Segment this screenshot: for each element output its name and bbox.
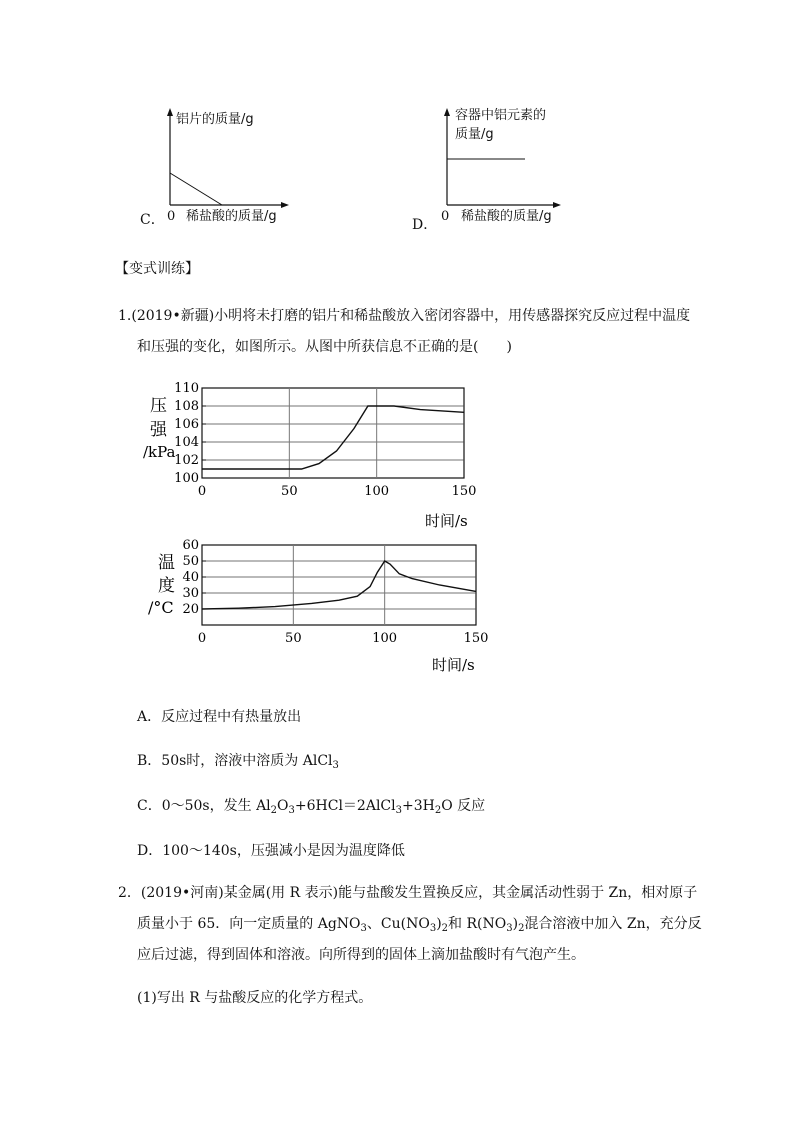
pressure-ylabel-char1: 压 xyxy=(150,396,167,416)
option-d-x-label: 稀盐酸的质量/g xyxy=(461,209,552,224)
y-axis-arrow xyxy=(167,108,173,116)
q1-stem-line2: 和压强的变化，如图所示。从图中所获信息不正确的是( ) xyxy=(137,339,512,355)
temperature-plot-frame xyxy=(202,545,476,625)
option-d-y-label-line2: 质量/g xyxy=(455,127,494,142)
temperature-xtick-label: 0 xyxy=(197,631,207,646)
pressure-ytick-label: 102 xyxy=(174,453,199,468)
pressure-xtick-label: 0 xyxy=(197,484,207,499)
option-d-y-label-line1: 容器中铝元素的 xyxy=(455,108,547,123)
temperature-grid xyxy=(202,545,476,625)
pressure-xlabel: 时间/s xyxy=(425,512,468,530)
pressure-series-line xyxy=(202,406,464,469)
temperature-ytick-label: 30 xyxy=(182,586,199,601)
pressure-tick-labels xyxy=(174,381,476,499)
y-axis-arrow xyxy=(444,108,450,116)
pressure-xtick-label: 50 xyxy=(281,484,298,499)
option-c-y-label: 铝片的质量/g xyxy=(176,112,254,127)
x-axis-arrow xyxy=(281,202,289,208)
temperature-xtick-label: 50 xyxy=(285,631,302,646)
pressure-ylabel-unit: /kPa xyxy=(143,443,176,461)
pressure-ytick-label: 110 xyxy=(174,381,199,396)
temperature-series-line xyxy=(202,561,476,609)
option-c-x-label: 稀盐酸的质量/g xyxy=(186,209,277,224)
temperature-ylabel-unit: /°C xyxy=(148,598,174,617)
q1-option-d: D．100～140s，压强减小是因为温度降低 xyxy=(137,843,405,859)
option-c-zero: 0 xyxy=(167,209,176,224)
pressure-ytick-label: 106 xyxy=(174,417,199,432)
temperature-ytick-label: 60 xyxy=(182,538,199,553)
q2-line1: 2．(2019•河南)某金属(用 R 表示)能与盐酸发生置换反应，其金属活动性弱于 Zn，相对原子 xyxy=(118,885,698,901)
temperature-xlabel: 时间/s xyxy=(432,656,475,674)
option-d-zero: 0 xyxy=(441,209,450,224)
q1-stem-line1: 1.(2019•新疆)小明将未打磨的铝片和稀盐酸放入密闭容器中，用传感器探究反应过程中温度 xyxy=(118,308,691,324)
temperature-chart xyxy=(140,535,489,680)
pressure-xtick-label: 100 xyxy=(364,484,390,499)
q2-sub1: (1)写出 R 与盐酸反应的化学方程式。 xyxy=(137,990,373,1006)
x-axis-arrow xyxy=(553,202,561,208)
q1-option-c: C．0～50s，发生 $Al_2O_3+6HCl=2AlCl_3+3H_2O$ 反应 xyxy=(137,798,486,816)
pressure-plot-frame xyxy=(202,388,464,478)
section-title: 【变式训练】 xyxy=(115,261,199,277)
option-d-letter: D． xyxy=(412,217,438,233)
pressure-xtick-label: 150 xyxy=(451,484,477,499)
mass-line xyxy=(170,173,222,205)
temperature-ylabel-char2: 度 xyxy=(158,576,175,596)
temperature-xtick-label: 100 xyxy=(372,631,398,646)
pressure-ytick-label: 100 xyxy=(174,471,199,486)
pressure-ytick-label: 104 xyxy=(174,435,199,450)
temperature-xtick-label: 150 xyxy=(463,631,489,646)
option-c-letter: C． xyxy=(140,212,165,228)
q2-line3: 应后过滤，得到固体和溶液。向所得到的固体上滴加盐酸时有气泡产生。 xyxy=(137,947,585,963)
pressure-grid xyxy=(202,388,464,478)
temperature-ytick-label: 40 xyxy=(182,570,199,585)
temperature-ytick-label: 50 xyxy=(182,554,199,569)
pressure-chart xyxy=(140,380,485,530)
pressure-ytick-label: 108 xyxy=(174,399,199,414)
temperature-ytick-label: 20 xyxy=(182,602,199,617)
pressure-ylabel-char2: 强 xyxy=(150,420,167,440)
q2-line2: 质量小于 65．向一定质量的 AgNO$_3$、$Cu(NO_3)_2$和 $R(NO_3)_2$混合溶液中加入 Zn，充分反 xyxy=(137,916,702,934)
temperature-ylabel-char1: 温 xyxy=(158,553,175,573)
q1-option-b: B．50s时，溶液中溶质为 AlCl$_3$ xyxy=(137,753,339,771)
temperature-tick-labels xyxy=(182,538,488,646)
q1-option-a: A．反应过程中有热量放出 xyxy=(137,709,302,725)
